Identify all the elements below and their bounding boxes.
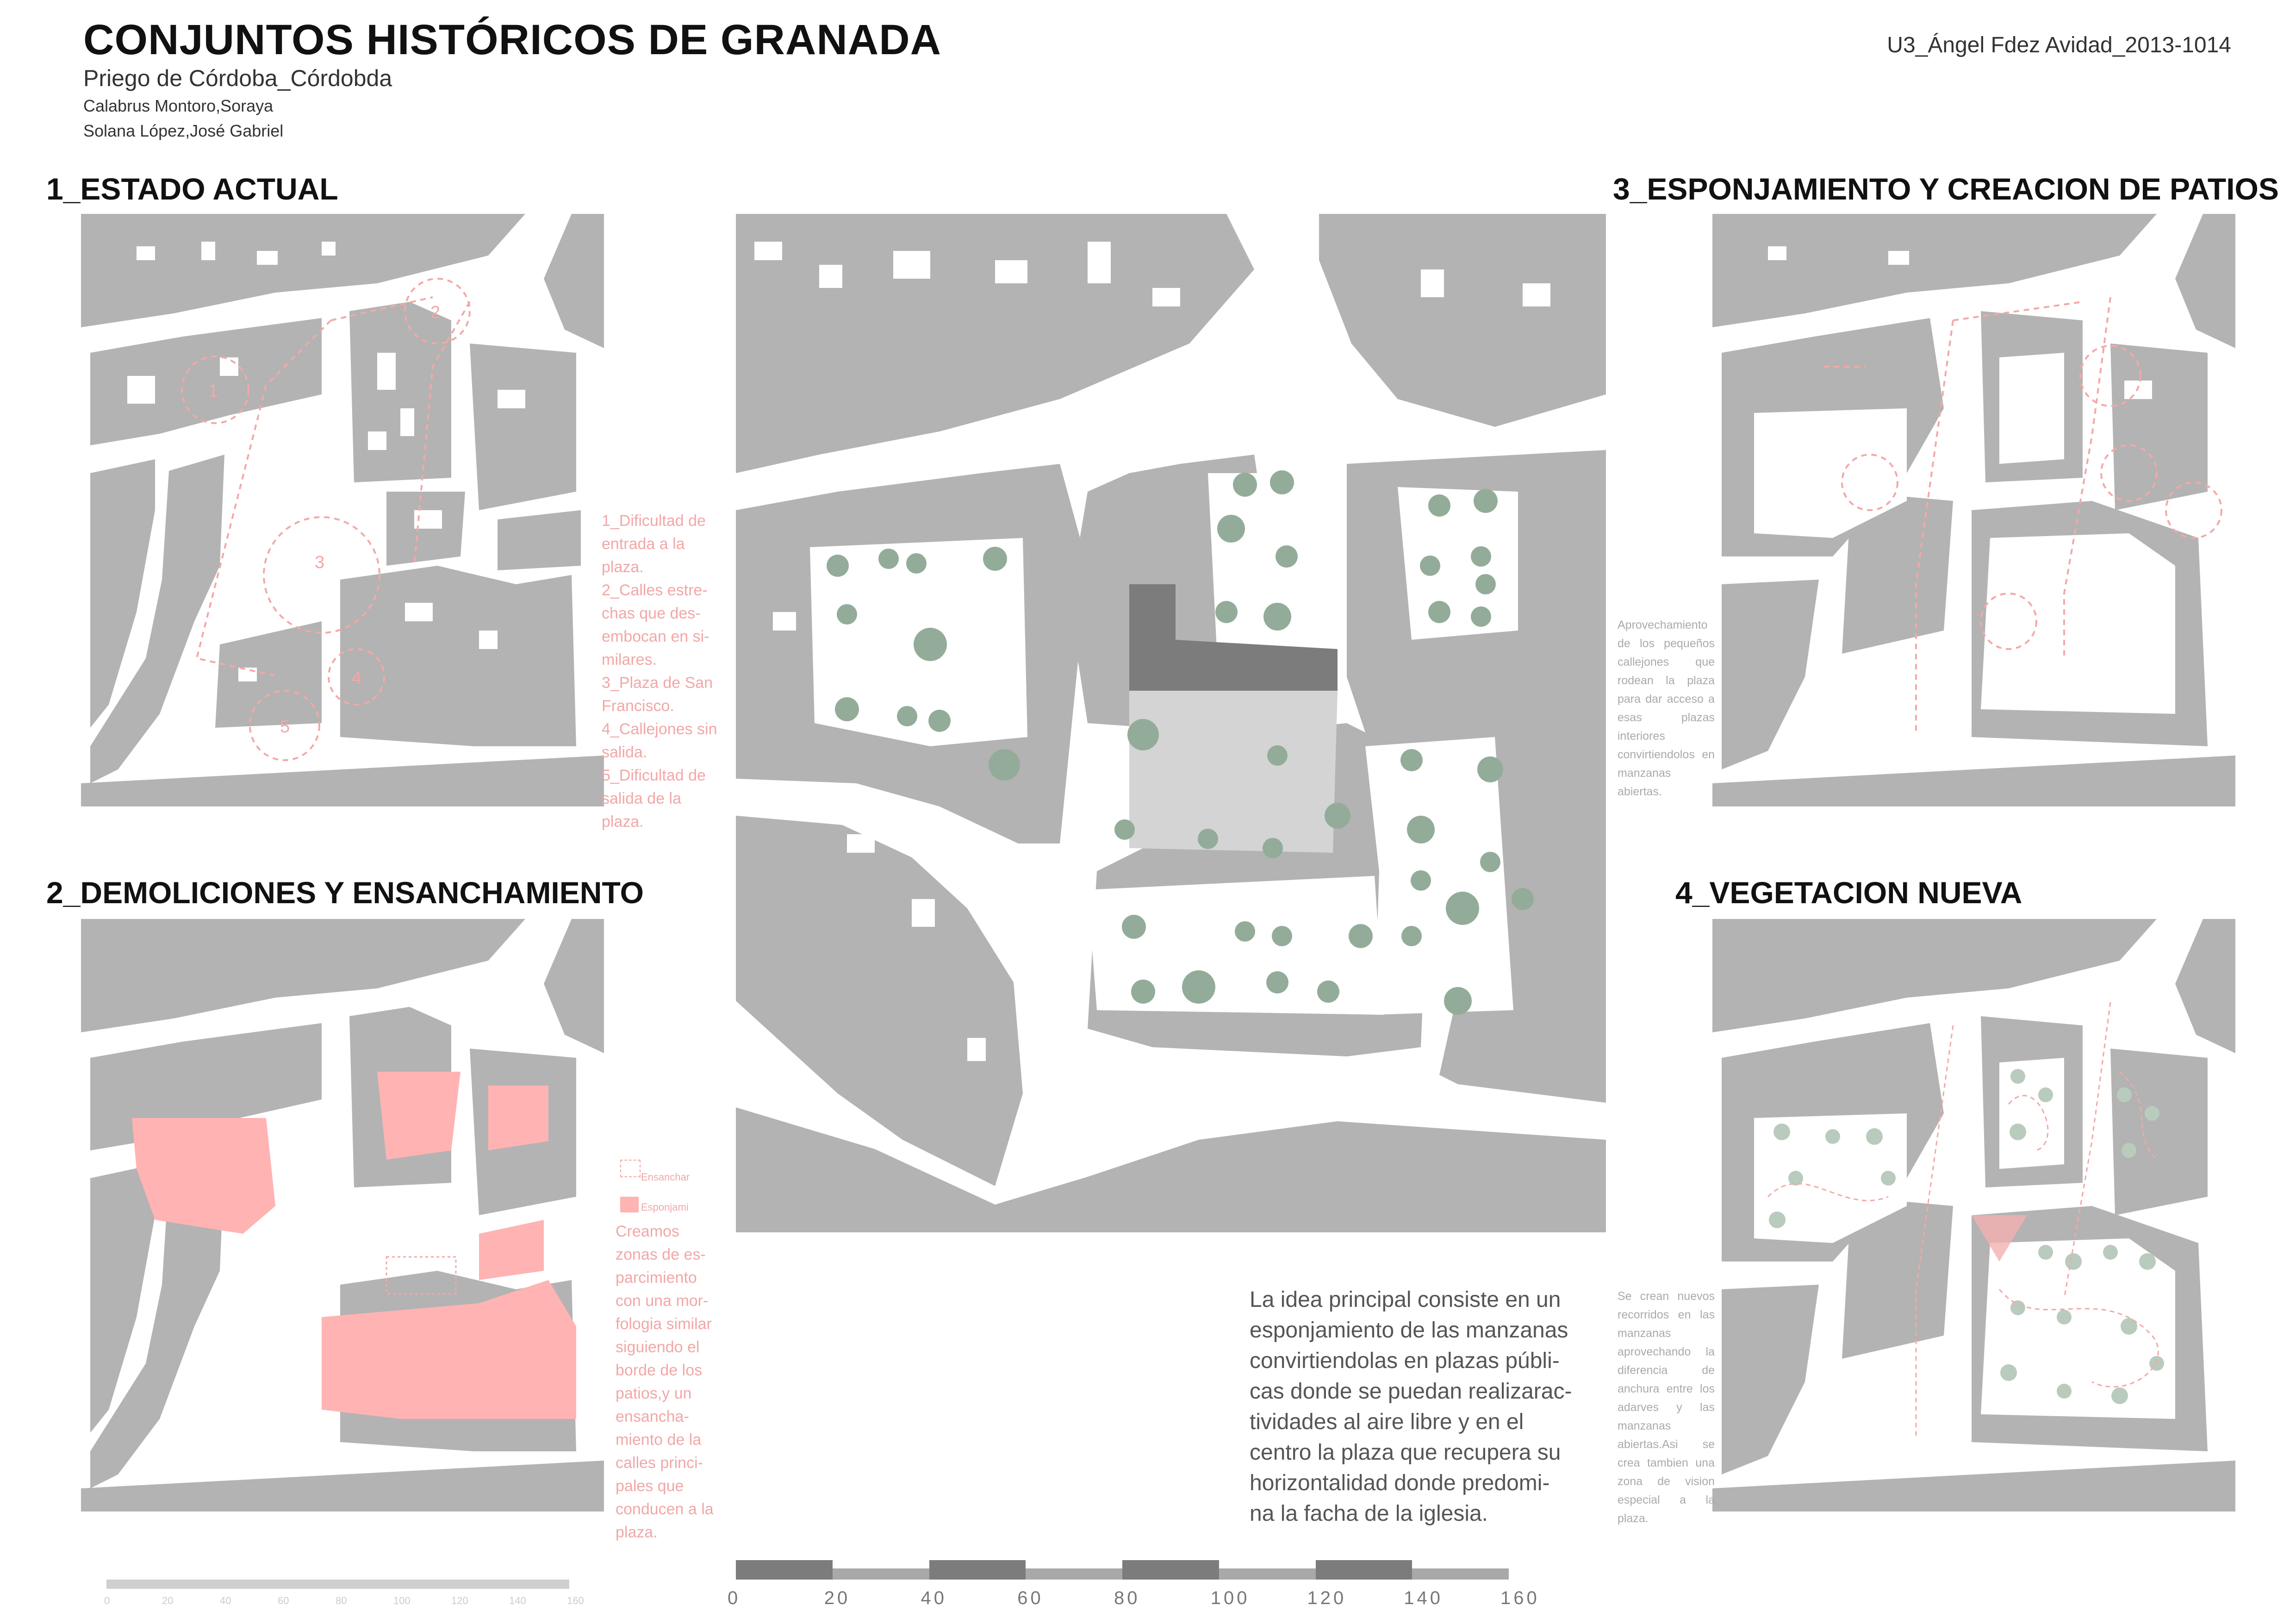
scale-small-tick-label: 60 (278, 1595, 289, 1606)
map-esponjamiento (1712, 214, 2235, 806)
scale-labels-small (102, 1595, 592, 1609)
scale-small-tick-label: 100 (393, 1595, 411, 1606)
scale-small-tick-label: 160 (567, 1595, 584, 1606)
map-estado-actual (81, 214, 604, 806)
scale-tick-label: 80 (1114, 1588, 1140, 1608)
course-label: U3_Ángel Fdez Avidad_2013-1014 (1887, 33, 2231, 57)
scale-small-tick-label: 80 (336, 1595, 347, 1606)
note-vegetacion: Se crean nuevos recorridos en las manzanas aprovechando la diferencia de anchura entre los adarves y las manzanas abiertas.Asi se crea tambien una zona de vision especial a la plaza. (1618, 1290, 1715, 1525)
legend-ensanchar-label: Ensanchar (641, 1171, 690, 1183)
scale-small-tick-label: 120 (451, 1595, 468, 1606)
note-esponjamiento: Aprovechamiento de los pequeños callejones que rodean la plaza para dar acceso a esas plazas interiores convirtiendolos en manzanas abiertas. (1618, 618, 1715, 798)
scale-tick-label: 60 (1017, 1588, 1044, 1608)
note-estado-actual: 1_Dificultad de entrada a la plaza. 2_Calles estre- chas que des- embocan en si- milares. 3_Plaza de San Francisco. 4_Callejones sin salida. 5_Dificultad de salida de la plaza. (602, 512, 717, 831)
scale-bar-small (106, 1580, 569, 1589)
section-title-4: 4_VEGETACION NUEVA (1675, 875, 2022, 910)
legend-ensanchar-swatch (620, 1160, 641, 1177)
marker-3: 3 (315, 553, 325, 572)
scale-segment (1412, 1568, 1509, 1580)
legend-esponjamiento-swatch (620, 1197, 639, 1212)
scale-tick-label: 160 (1500, 1588, 1540, 1608)
marker-2: 2 (430, 303, 441, 322)
scale-bar-main (736, 1560, 1509, 1588)
map-demoliciones (81, 919, 604, 1512)
scale-segment (736, 1560, 833, 1580)
description-paragraph: La idea principal consiste en un esponjamiento de las manzanas convirtiendolas en plazas públi- cas donde se puedan realizarac- tividades al aire libre y en el centro la plaza que recupera su horizontalidad donde predomi- na la facha de la iglesia. (1250, 1287, 1572, 1526)
note-demoliciones: Creamos zonas de es- parcimiento con una mor- fologia similar siguiendo el borde de los patios,y un ensancha- miento de la calles princi- pales que conducen a la plaza. (616, 1223, 714, 1541)
scale-small-tick-label: 40 (220, 1595, 231, 1606)
legend-esponjamiento-label: Esponjami (641, 1201, 689, 1213)
scale-segment (929, 1560, 1026, 1580)
scale-segment (833, 1568, 929, 1580)
author-1: Calabrus Montoro,Soraya (83, 96, 274, 115)
scale-tick-label: 40 (921, 1588, 947, 1608)
page-title: CONJUNTOS HISTÓRICOS DE GRANADA (83, 16, 942, 63)
section-title-3: 3_ESPONJAMIENTO Y CREACION DE PATIOS (1613, 172, 2279, 206)
section-title-2: 2_DEMOLICIONES Y ENSANCHAMIENTO (46, 875, 644, 910)
scale-small-tick-label: 0 (104, 1595, 110, 1606)
map-main (736, 214, 1606, 1232)
map-vegetacion (1712, 919, 2235, 1512)
scale-tick-label: 0 (728, 1588, 741, 1608)
scale-tick-label: 140 (1404, 1588, 1443, 1608)
scale-segment (1219, 1568, 1316, 1580)
marker-5: 5 (280, 717, 290, 737)
scale-segment (1316, 1560, 1412, 1580)
marker-1: 1 (208, 381, 218, 401)
scale-small-tick-label: 20 (162, 1595, 174, 1606)
page-subtitle: Priego de Córdoba_Córdobda (83, 65, 392, 91)
scale-segment (1122, 1560, 1219, 1580)
marker-4: 4 (352, 668, 362, 688)
scale-segment (1026, 1568, 1122, 1580)
scale-small-tick-label: 140 (509, 1595, 526, 1606)
scale-tick-label: 120 (1307, 1588, 1347, 1608)
author-2: Solana López,José Gabriel (83, 121, 284, 140)
scale-labels-main (722, 1588, 1540, 1616)
scale-tick-label: 20 (824, 1588, 851, 1608)
scale-tick-label: 100 (1210, 1588, 1250, 1608)
section-title-1: 1_ESTADO ACTUAL (46, 172, 338, 206)
